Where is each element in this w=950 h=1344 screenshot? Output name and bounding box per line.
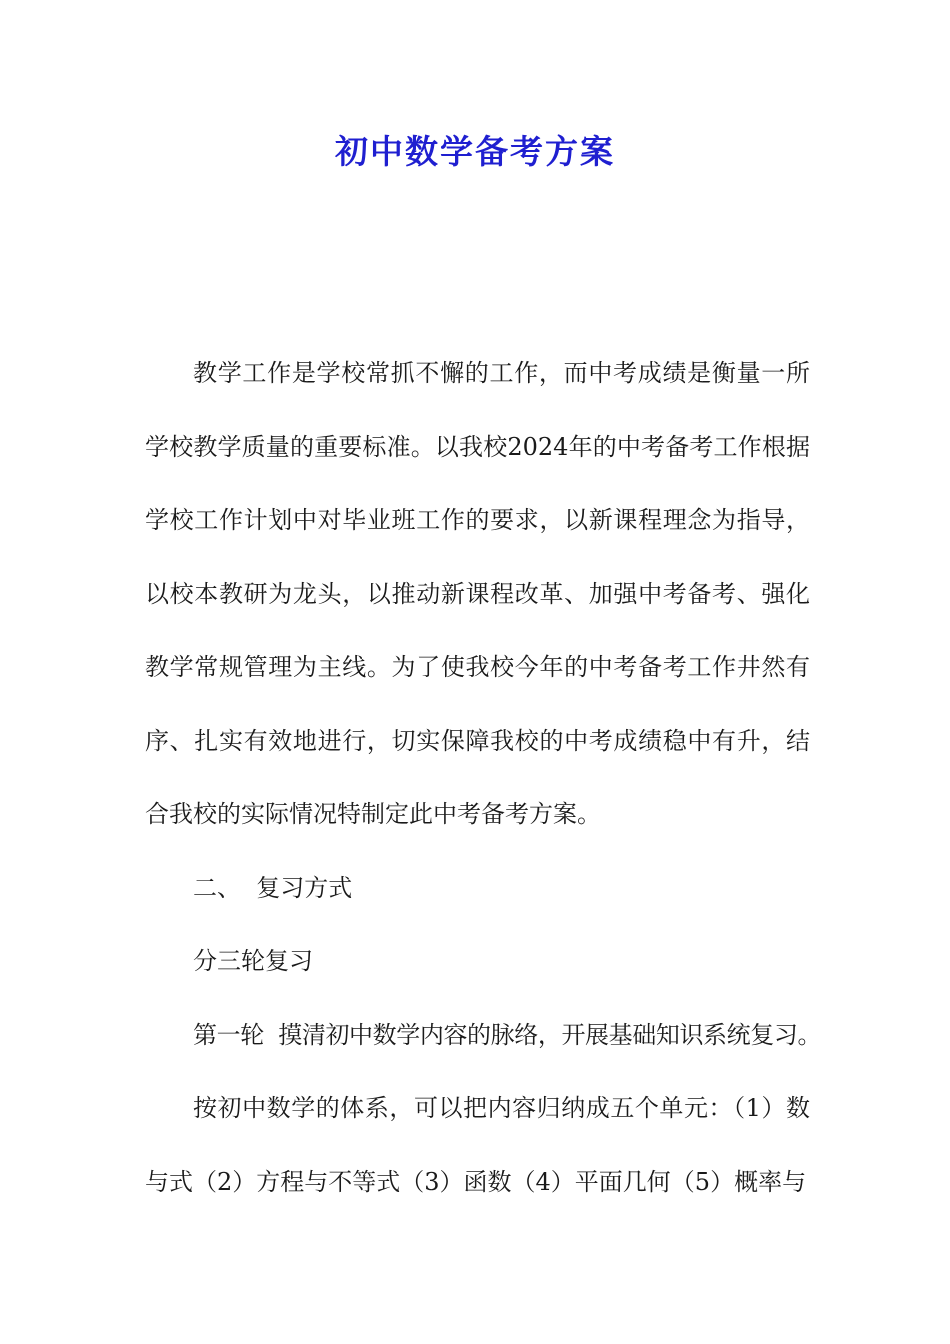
document-body bbox=[145, 337, 822, 1219]
intro-paragraph: 教学工作是学校常抓不懈的工作，而中考成绩是衡量一所学校教学质量的重要标准。以我校2024年的中考备考工作根据学校工作计划中对毕业班工作的要求，以新课程理念为指导，以校本教研为龙头，以推动新课程改革、加强中考备考、强化教学常规管理为主线。为了使我校今年的中考备考工作井然有序、扎实有效地进行，切实保障我校的中考成绩稳中有升，结合我校的实际情况特制定此中考备考方案。 bbox=[145, 359, 810, 828]
document-title: 初中数学备考方案 bbox=[335, 132, 615, 171]
units-paragraph: 按初中数学的体系，可以把内容归纳成五个单元：（1）数与式（2）方程与不等式（3）函数（4）平面几何（5）概率与 bbox=[145, 1094, 810, 1196]
section-heading-review-method: 二、 复习方式 bbox=[193, 873, 353, 902]
first-round-paragraph: 第一轮 摸清初中数学内容的脉络，开展基础知识系统复习。 bbox=[193, 1020, 822, 1049]
review-rounds-paragraph: 分三轮复习 bbox=[193, 947, 313, 975]
